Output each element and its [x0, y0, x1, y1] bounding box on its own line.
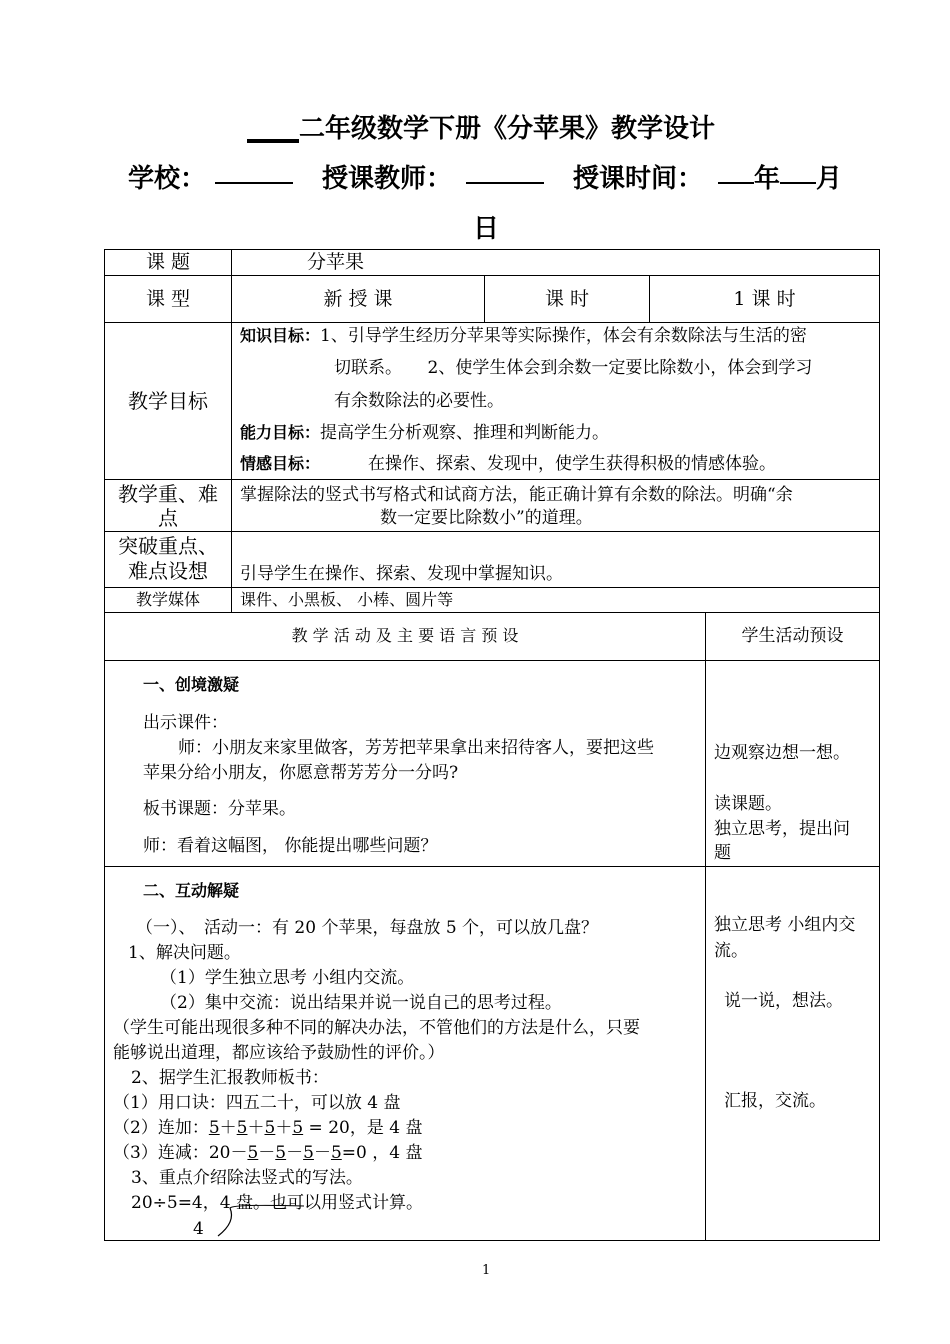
ability-label: 能力目标： [240, 423, 321, 442]
goals-label: 教学目标 [128, 389, 208, 413]
emotion-label: 情感目标： [240, 454, 321, 473]
break-label-2: 难点设想 [128, 559, 208, 583]
section2-note-1: （学生可能出现很多种不同的解决办法，不管他们的方法是什么，只要 [113, 1018, 640, 1038]
section2-method-4: 3、重点介绍除法竖式的写法。 [131, 1168, 363, 1188]
section1-show: 出示课件： [143, 713, 228, 733]
section2-student-2: 说一说，想法。 [724, 991, 843, 1011]
m2-op: ＋ [275, 1118, 293, 1138]
year-label: 年 [754, 164, 781, 194]
title-blank: ____ [247, 114, 299, 144]
media-text: 课件、小黑板、 小棒、圆片等 [240, 590, 454, 609]
knowledge-label: 知识目标： [240, 326, 321, 345]
type-label: 课 型 [145, 288, 191, 310]
key-label-2: 点 [158, 506, 178, 530]
m3-num: 5 [247, 1143, 259, 1163]
division-bracket [212, 1200, 312, 1240]
section1-heading: 一、创境激疑 [143, 675, 240, 694]
m3-num: 5 [303, 1143, 314, 1163]
m2-num: 5 [208, 1118, 220, 1138]
section2-solve: 1、解决问题。 [128, 943, 241, 963]
topic-label: 课 题 [145, 251, 191, 273]
m2-num: 5 [236, 1118, 248, 1138]
topic-value: 分苹果 [307, 251, 365, 273]
section1-student-3a: 独立思考，提出问 [714, 819, 850, 839]
division-quotient: 4 [193, 1219, 204, 1239]
page-number: 1 [482, 1263, 491, 1278]
m3-op: － [258, 1143, 276, 1163]
section2-note-2: 能够说出道理，都应该给予鼓励性的评价。） [113, 1043, 445, 1063]
school-label: 学校： [128, 164, 207, 194]
break-text: 引导学生在操作、探索、发现中掌握知识。 [240, 564, 563, 584]
month-blank [780, 158, 816, 184]
section2-heading: 二、互动解疑 [143, 881, 240, 900]
knowledge-line-1: 1、引导学生经历分苹果等实际操作，体会有余数除法与生活的密 [320, 326, 807, 346]
hours-label: 课 时 [544, 288, 590, 310]
m2-prefix: （2）连加： [113, 1118, 209, 1138]
time-label: 授课时间： [573, 164, 704, 194]
break-label-1: 突破重点、 [118, 534, 218, 558]
m3-num: 5 [275, 1143, 287, 1163]
section1-board: 板书课题：分苹果。 [143, 799, 296, 819]
section2-student-3: 汇报，交流。 [724, 1091, 826, 1111]
section2-board: 2、据学生汇报教师板书： [131, 1068, 329, 1088]
key-line-1: 掌握除法的竖式书写格式和试商方法，能正确计算有余数的除法。明确“余 [240, 485, 793, 505]
key-label-1: 教学重、难 [118, 482, 218, 506]
m3-suffix: =0 ，4 盘 [341, 1143, 423, 1163]
section2-method-5: 20÷5=4，4 盘。也可以用竖式计算。 [131, 1193, 423, 1213]
knowledge-line-2: 切联系。 2、使学生体会到余数一定要比除数小，体会到学习 [334, 358, 813, 378]
m3-prefix: （3）连减：20－ [113, 1143, 248, 1163]
title-text: 二年级数学下册《分苹果》教学设计 [299, 114, 716, 144]
day-label: 日 [473, 214, 500, 244]
document-title [247, 108, 715, 145]
section1-question: 师：看着这幅图， 你能提出哪些问题？ [143, 836, 438, 856]
section1-teacher-line-2: 苹果分给小朋友，你愿意帮芳芳分一分吗? [143, 763, 459, 783]
m2-suffix: = 20，是 4 盘 [308, 1118, 423, 1138]
key-line-2: 数一定要比除数小”的道理。 [380, 508, 593, 528]
m3-op: － [286, 1143, 304, 1163]
m3-op: － [313, 1143, 331, 1163]
student-header: 学生活动预设 [741, 626, 844, 646]
emotion-goal [240, 452, 776, 476]
teacher-label: 授课教师： [322, 164, 453, 194]
school-blank [215, 158, 293, 184]
section1-student-2: 读课题。 [714, 794, 782, 814]
knowledge-goal [240, 324, 807, 348]
section1-student-3b: 题 [714, 843, 731, 863]
hours-value: 1 课 时 [733, 288, 796, 310]
section2-student-1a: 独立思考 小组内交 [714, 915, 856, 935]
m3-num: 5 [330, 1143, 342, 1163]
activity-header: 教 学 活 动 及 主 要 语 言 预 设 [291, 626, 519, 645]
media-label: 教学媒体 [135, 590, 200, 609]
section2-method-3 [113, 1141, 422, 1165]
month-label: 月 [816, 164, 843, 194]
section2-method-2 [113, 1116, 422, 1140]
year-blank [718, 158, 754, 184]
section2-step-2: （2）集中交流：说出结果并说一说自己的思考过程。 [160, 993, 562, 1013]
m2-op: ＋ [219, 1118, 237, 1138]
m2-op: ＋ [247, 1118, 265, 1138]
section2-activity-1: （一）、 活动一：有 20 个苹果，每盘放 5 个，可以放几盘？ [136, 918, 599, 938]
emotion-text: 在操作、探索、发现中，使学生获得积极的情感体验。 [368, 454, 777, 474]
knowledge-line-3: 有余数除法的必要性。 [334, 391, 504, 411]
section2-method-1: （1）用口诀：四五二十，可以放 4 盘 [113, 1093, 401, 1113]
teacher-blank [466, 158, 544, 184]
section1-teacher-line-1: 师：小朋友来家里做客，芳芳把苹果拿出来招待客人，要把这些 [178, 738, 654, 758]
m2-num: 5 [264, 1118, 276, 1138]
section2-step-1: （1）学生独立思考 小组内交流。 [160, 968, 415, 988]
ability-goal [240, 421, 609, 445]
type-value: 新 授 课 [323, 288, 393, 310]
ability-text: 提高学生分析观察、推理和判断能力。 [320, 423, 610, 443]
section1-student-1: 边观察边想一想。 [714, 743, 850, 763]
m2-num: 5 [292, 1118, 304, 1138]
section2-student-1b: 流。 [714, 941, 748, 961]
